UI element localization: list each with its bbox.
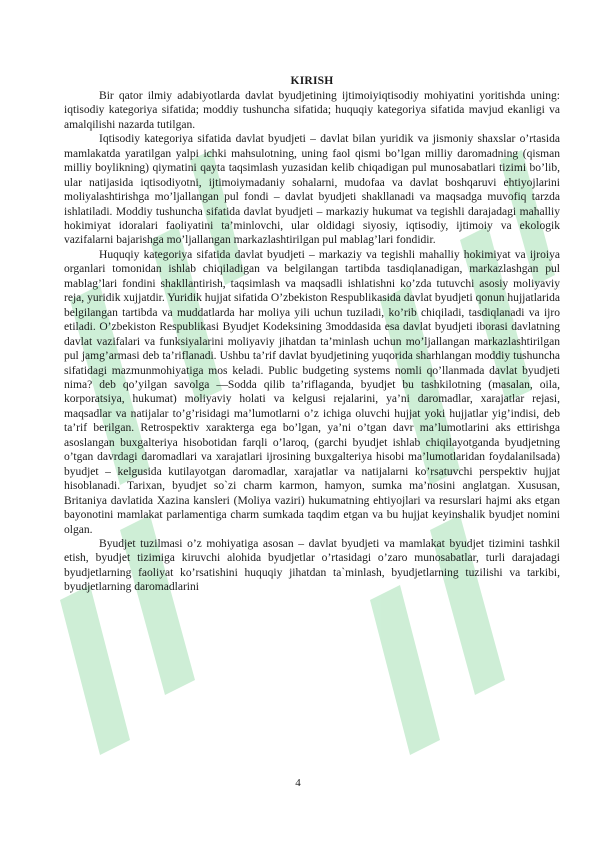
paragraph: Bir qator ilmiy adabiyotlarda davlat byudjetining ijtimoiyiqtisodiy mohiyatini yoritishda uning: iqtisodiy kategoriya sifatida; moddiy tushuncha sifatida; huquqiy kategoriya sifatida mavjud ekanligi va amalqilishi nazarda tutilgan. [64,89,560,131]
paragraph: Iqtisodiy kategoriya sifatida davlat byudjeti – davlat bilan yuridik va jismoniy shaxslar o’rtasida mamlakatda yaratilgan yalpi ichki mahsulotning, uning faol qismi bo’lgan milliy daromadning (qisman milliy boylikning) qiymatini qayta taqsimlash yuzasidan kelib chiqadigan pul munosabatlari tizimi bo’lib, ular natijasida iqtisodiyotni, ijtimoiymadaniy sohalarni, mudofaa va davlat boshqaruvi ehtiyojlarini moliyalashtirishga mo’ljallangan pul fondi – davlat byudjeti shakllanadi va maqsadga muvofiq tarzda ishlatiladi. Moddiy tushuncha sifatida davlat byudjeti – markaziy hukumat va tegishli darajadagi mahalliy hokimiyat idoralari faoliyatini ta’minlovchi, ular oldidagi siyosiy, iqtisodiy, ijtimoiy va ekologik vazifalarni bajarishga mo’ljallangan markazlashtirilgan pul mablag’lari fondidir. [64,133,560,247]
page-title: KIRISH [290,75,334,87]
paragraph: Byudjet tuzilmasi o’z mohiyatiga asosan – davlat byudjeti va mamlakat byudjet tizimini tashkil etish, byudjet tizimiga kiruvchi alohida byudjetlar o’rtasidagi o’zaro munosabatlar, turli darajadagi byudjetlarning faoliyat ko’rsatishini huquqiy jihatdan ta`minlash, byudjetlarning tuzilishi va tarkibi, byudjetlarning daromadlarini [64,538,560,594]
page-number: 4 [295,777,301,789]
paragraph: Huquqiy kategoriya sifatida davlat byudjeti – markaziy va tegishli mahalliy hokimiyat va ijroiya organlari tomonidan ishlab chiqiladigan va belgilangan tartibda tasdiqlanadigan, markazlashgan pul mablag’lari fondini shakllantirish, taqsimlash va maqsadli ishlatishni ko’zda tutuvchi asosiy moliyaviy reja, yuridik xujjatdir. Yuridik hujjat sifatida O’zbekiston Respublikasida davlat byudjeti qonun hujjatlarida belgilangan tartibda va muddatlarda har moliya yili uchun tuziladi, ko’rib chiqiladi, tasdiqlanadi va ijro etiladi. O’zbekiston Respublikasi Byudjet Kodeksining 3moddasida esa davlat byudjeti iborasi davlatning davlat vazifalari va funksiyalarini moliyaviy jihatdan ta’minlash uchun mo’ljallangan markazlashtirilgan pul jamg’armasi deb ta’riflanadi. Ushbu ta’rif davlat byudjetining yuqorida sharhlangan moddiy tushuncha sifatidagi mazmunmohiyatiga mos keladi. Public budgeting systems nomli qo’llanmada davlat byudjeti nima? deb qo’yilgan savolga —Sodda qilib ta’riflaganda, byudjet bu tashkilotning (masalan, oila, korporatsiya, hukumat) moliyaviy holati va kelgusi rejalarini, ya’ni daromadlar, xarajatlar rejasi, maqsadlar va natijalar to’g’risidagi ma’lumotlarni o’z ichiga oluvchi hujjat yoki hujjatlar yig’indisi, deb ta’rif berilgan. Retrospektiv xarakterga ega bo’lgan, ya’ni o’tgan davr ma’lumotlarini aks ettirishga asoslangan buxgalteriya hisobotidan farqli o’laroq, (garchi byudjet ishlab chiqilayotganda byudjetning o’tgan davrdagi daromadlari va xarajatlari ijrosining buxgalteriya hisobi ma’lumotlaridan foydalanilsada) byudjet – kelgusida kutilayotgan daromadlar, xarajatlar va natijalarni ko’rsatuvchi perspektiv hujjat hisoblanadi. Tarixan, byudjet so`zi charm karmon, hamyon, sumka ma’nosini anglatgan. Xususan, Britaniya davlatida Xazina kansleri (Moliya vaziri) hukumatning ehtiyojlari va resurslari hajmi aks etgan bayonotini mamlakat parlamentiga charm sumkada taqdim etgan va bu hujjat keyinshalik byudjet nomini olgan. [64,248,560,536]
document-body [64,74,560,595]
